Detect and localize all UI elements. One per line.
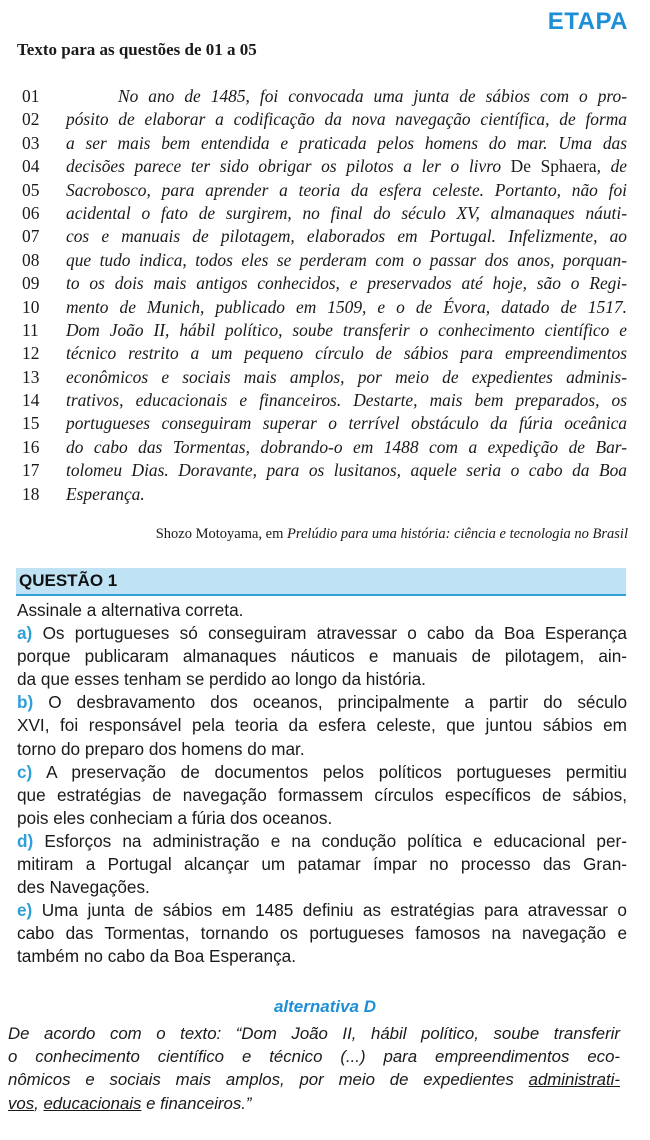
resolution-line: o conhecimento científico e técnico (...) para empreendimentos eco-: [8, 1047, 620, 1067]
line-text: pósito de elaborar a codificação da nova navegação científica, de forma: [66, 109, 627, 130]
passage-line: [22, 132, 627, 155]
resolution-text: nômicos e sociais mais amplos, por meio de expedientes: [8, 1070, 529, 1090]
line-number: 04: [22, 156, 40, 177]
line-text: to os dois mais antigos conhecidos, e preservados até hoje, são o Regi-: [66, 273, 627, 294]
passage-line: [22, 202, 627, 225]
option-text: O desbravamento dos oceanos, principalmente a partir do século: [48, 692, 628, 713]
option-letter: b): [17, 692, 34, 713]
line-text: portugueses conseguiram superar o terrível obstáculo da fúria oceânica: [66, 413, 627, 434]
option-letter: c): [17, 761, 33, 782]
line-number: 17: [22, 460, 40, 481]
line-text: acidental o fato de surgirem, no final do século XV, almanaques náuti-: [66, 202, 627, 223]
option-b: [17, 691, 627, 760]
line-text: tolomeu Dias. Doravante, para os lusitanos, aquele seria o cabo da Boa: [66, 460, 627, 481]
passage-source: [156, 526, 628, 543]
line-text: do cabo das Tormentas, dobrando-o em 1488 com a expedição de Bar-: [66, 436, 627, 457]
line-text: que tudo indica, todos eles se perderam com o passar dos anos, porquan-: [66, 249, 627, 270]
line-text: Sacrobosco, para aprender a teoria da esfera celeste. Portanto, não foi: [66, 179, 627, 200]
passage-line: [22, 85, 627, 108]
question-header: [16, 568, 626, 596]
source-title: Prelúdio para uma história: ciência e tecnologia no Brasil: [287, 526, 628, 542]
line-number: 09: [22, 273, 40, 294]
passage-line: [22, 483, 627, 506]
line-text: Esperança.: [66, 483, 145, 504]
line-text-part: decisões parece ter sido obrigar os pilotos a ler o livro: [66, 156, 511, 177]
line-number: 05: [22, 179, 40, 200]
line-text: a ser mais bem entendida e praticada pelos homens do mar. Uma das: [66, 132, 627, 153]
line-number: 03: [22, 132, 40, 153]
line-number: 13: [22, 366, 40, 387]
line-number: 11: [22, 319, 39, 340]
line-number: 18: [22, 483, 40, 504]
line-number: 14: [22, 390, 40, 411]
line-number: 07: [22, 226, 40, 247]
option-text: XVI, foi responsável pela teoria da esfera celeste, que juntou sábios em: [17, 715, 627, 736]
line-text: mento de Munich, publicado em 1509, e o de Évora, datado de 1517.: [66, 296, 627, 317]
line-text-part: , de: [596, 156, 627, 177]
line-text: Dom João II, hábil político, soube transferir o conhecimento científico e: [66, 319, 627, 340]
resolution-line: De acordo com o texto: “Dom João II, hábil político, soube transferir: [8, 1024, 620, 1043]
line-text: trativos, educacionais e financeiros. Destarte, mais bem preparados, os: [66, 390, 627, 411]
underlined-term: vos: [8, 1093, 35, 1113]
line-number: 12: [22, 343, 40, 364]
option-text: Esforços na administração e na condução política e educacional per-: [44, 830, 627, 851]
option-text: torno do preparo dos homens do mar.: [17, 738, 305, 759]
option-text: Uma junta de sábios em 1485 definiu as estratégias para atravessar o: [41, 900, 627, 921]
passage-line: [22, 272, 627, 295]
resolution-text: ,: [34, 1093, 44, 1113]
etapa-logo: ETAPA: [547, 8, 628, 35]
option-text: pois eles conheciam a fúria dos oceanos.: [17, 807, 333, 828]
passage-line: [22, 155, 627, 178]
line-number: 08: [22, 249, 40, 270]
line-text: [66, 155, 627, 178]
line-number: 15: [22, 413, 40, 434]
resolution-line: [8, 1092, 620, 1115]
option-e: [17, 899, 627, 968]
passage-line: [22, 319, 627, 342]
line-number: 10: [22, 296, 40, 317]
option-letter: e): [17, 900, 33, 921]
line-number: 02: [22, 109, 40, 130]
passage-line: [22, 179, 627, 202]
line-text: cos e manuais de pilotagem, elaborados em Portugal. Infelizmente, ao: [66, 226, 627, 247]
passage-line: [22, 249, 627, 272]
underlined-term: educacionais: [43, 1093, 142, 1113]
line-text: econômicos e sociais mais amplos, por meio de expedientes adminis-: [66, 366, 627, 387]
passage-line: [22, 225, 627, 248]
passage-line: [22, 342, 627, 365]
option-text: que estratégias de navegação formassem círculos específicos de sábios,: [17, 784, 627, 805]
resolution-line: [8, 1068, 620, 1091]
passage: [22, 85, 627, 506]
line-number: 01: [22, 86, 40, 106]
option-text: des Navegações.: [17, 877, 150, 898]
question-body: [17, 599, 627, 969]
answer-label: alternativa D: [273, 997, 377, 1016]
passage-line: [22, 436, 627, 459]
option-d: [17, 830, 627, 899]
option-a: [17, 622, 627, 691]
passage-line: [22, 389, 627, 412]
question-label: QUESTÃO 1: [19, 571, 118, 590]
option-letter: a): [17, 623, 33, 644]
line-number: 06: [22, 202, 40, 223]
option-text: A preservação de documentos pelos políticos portugueses permitiu: [46, 761, 627, 782]
option-text: da que esses tenham se perdido ao longo da história.: [17, 669, 426, 690]
line-number: 16: [22, 436, 40, 457]
passage-line: [22, 459, 627, 482]
section-heading: Texto para as questões de 01 a 05: [17, 40, 257, 59]
source-author: Shozo Motoyama, em: [155, 526, 288, 542]
option-letter: d): [17, 830, 34, 851]
option-text: Os portugueses só conseguiram atravessar o cabo da Boa Esperança: [42, 623, 627, 644]
answer-resolution: [8, 1022, 620, 1115]
resolution-text: e financeiros.”: [141, 1093, 252, 1113]
book-title: De Sphaera: [510, 156, 597, 177]
option-c: [17, 761, 627, 830]
option-text: também no cabo da Boa Esperança.: [17, 946, 296, 967]
option-text: cabo das Tormentas, tornando os portugueses famosos na navegação e: [17, 923, 627, 944]
line-text: No ano de 1485, foi convocada uma junta de sábios com o pro-: [118, 86, 627, 106]
underlined-term: administrati-: [528, 1070, 620, 1090]
question-prompt: Assinale a alternativa correta.: [17, 600, 244, 620]
passage-line: [22, 366, 627, 389]
passage-line: [22, 412, 627, 435]
passage-line: [22, 296, 627, 319]
passage-line: [22, 108, 627, 131]
option-text: porque publicaram almanaques náuticos e manuais de pilotagem, ain-: [17, 646, 627, 667]
option-text: mitiram a Portugal alcançar um patamar ímpar no processo das Gran-: [17, 854, 627, 875]
line-text: técnico restrito a um pequeno círculo de sábios para empreendimentos: [66, 343, 627, 364]
